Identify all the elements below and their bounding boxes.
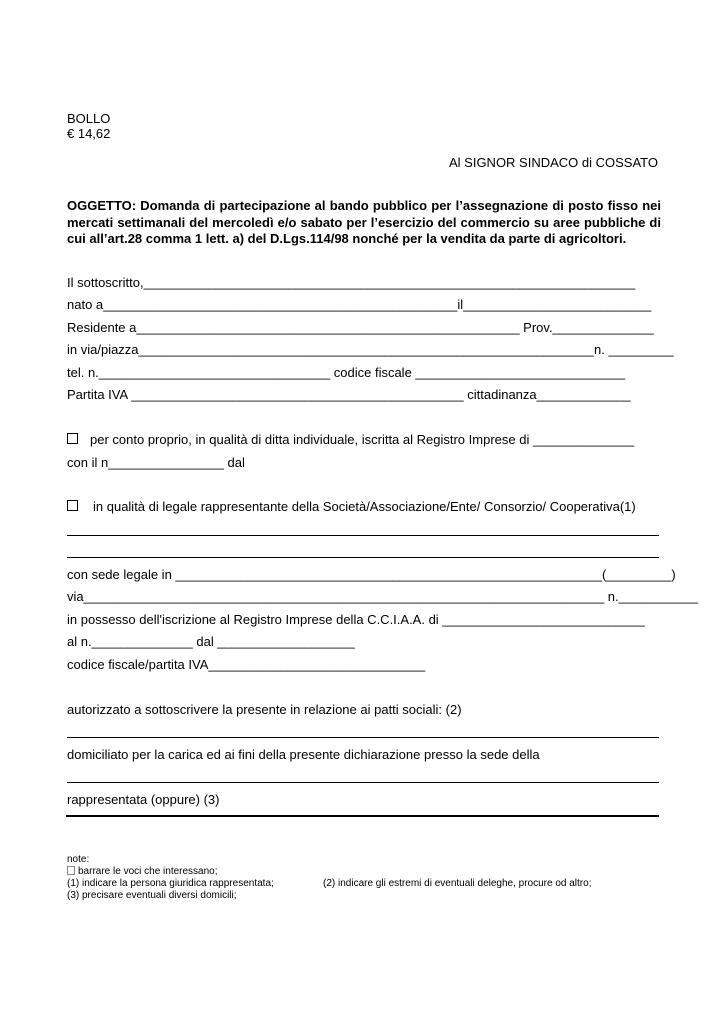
field-via-societa[interactable]: via________________________________________________________________________ n.___________: [67, 589, 699, 604]
note-2: (2) indicare gli estremi di eventuali deleghe, procure od altro;: [323, 878, 592, 889]
subject-line-2: mercati settimanali del mercoledì e/o sabato per l’esercizio del commercio su aree pubbliche di: [67, 214, 661, 230]
autorizzato-label: autorizzato a sottoscrivere la presente in relazione ai patti sociali: (2): [67, 702, 462, 717]
notes-title: note:: [67, 854, 90, 865]
field-via[interactable]: in via/piazza_______________________________________________________________n. _________: [67, 342, 674, 357]
option-conto-proprio-label: per conto proprio, in qualità di ditta individuale, iscritta al Registro Imprese di ______________: [90, 432, 635, 447]
option-conto-proprio: [67, 432, 634, 448]
bollo-amount: € 14,62: [67, 126, 111, 141]
blank-line-autorizzato[interactable]: [67, 737, 659, 738]
field-nato[interactable]: nato a_________________________________________________il__________________________: [67, 297, 652, 312]
domiciliato-label: domiciliato per la carica ed ai fini della presente dichiarazione presso la sede della: [67, 747, 540, 762]
bollo-label: BOLLO: [67, 111, 111, 126]
field-numero-registro[interactable]: con il n________________ dal: [67, 455, 245, 470]
field-residente[interactable]: Residente a_____________________________________________________ Prov.______________: [67, 320, 654, 335]
subject-line-3: cui all’art.28 comma 1 lett. a) del D.Lgs.114/98 nonché per la vendita da parte di agricoltori.: [67, 231, 627, 246]
option-legale-rappresentante-label: in qualità di legale rappresentante della Società/Associazione/Ente/ Consorzio/ Cooperativa(1): [93, 499, 636, 514]
field-piva[interactable]: Partita IVA ______________________________________________ cittadinanza_____________: [67, 387, 631, 402]
recipient: Al SIGNOR SINDACO di COSSATO: [448, 155, 658, 170]
note-barrare-text: barrare le voci che interessano;: [78, 866, 218, 877]
note-3: (3) precisare eventuali diversi domicili;: [67, 890, 237, 901]
checkbox-legale-rappresentante[interactable]: [67, 500, 78, 511]
option-legale-rappresentante: [67, 499, 636, 515]
section-divider: [66, 815, 659, 817]
note-1: (1) indicare la persona giuridica rappresentata;: [67, 878, 274, 889]
field-iscrizione-cciaa[interactable]: in possesso dell'iscrizione al Registro Imprese della C.C.I.A.A. di ____________________________: [67, 612, 645, 627]
subject-line-1: OGGETTO: Domanda di partecipazione al bando pubblico per l’assegnazione di posto fisso nei: [67, 198, 661, 213]
rappresentata-label: rappresentata (oppure) (3): [67, 792, 220, 807]
checkbox-icon: [67, 866, 75, 875]
field-tel[interactable]: tel. n.________________________________ codice fiscale _____________________________: [67, 365, 626, 380]
note-barrare: [67, 866, 218, 878]
subject-block: [67, 198, 661, 248]
field-sottoscritto[interactable]: Il sottoscritto,____________________________________________________________________: [67, 275, 636, 290]
field-numero-cciaa[interactable]: al n.______________ dal ___________________: [67, 634, 355, 649]
field-sede-legale[interactable]: con sede legale in ___________________________________________________________(_________): [67, 567, 676, 582]
blank-line-2[interactable]: [67, 557, 659, 558]
field-cf-piva[interactable]: codice fiscale/partita IVA______________________________: [67, 657, 426, 672]
blank-line-domiciliato[interactable]: [67, 782, 659, 783]
blank-line-1[interactable]: [67, 535, 659, 536]
checkbox-conto-proprio[interactable]: [67, 433, 78, 444]
